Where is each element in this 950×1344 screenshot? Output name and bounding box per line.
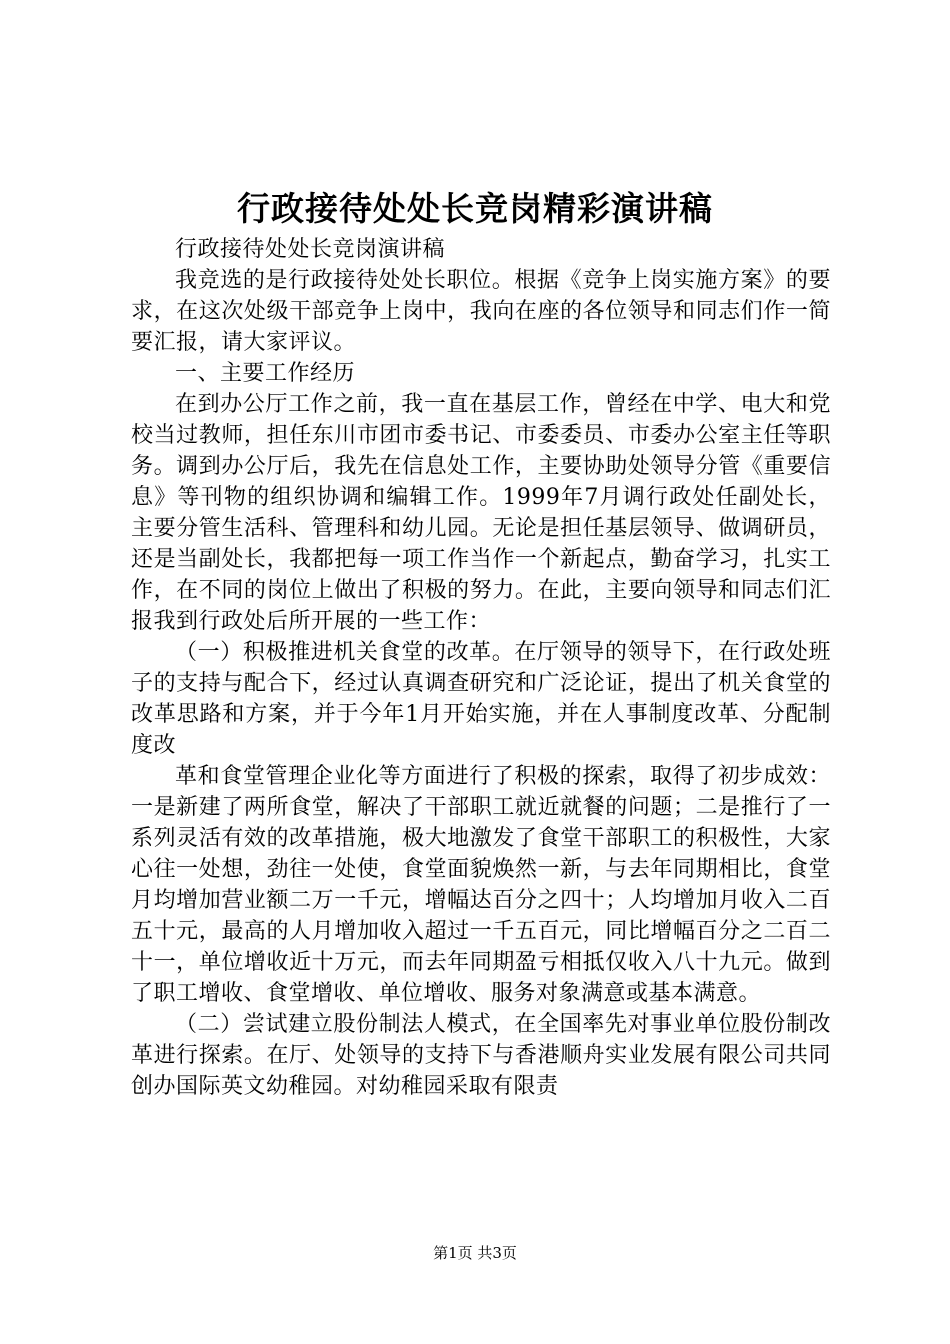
document-body	[131, 234, 831, 1102]
paragraph-subtitle: 行政接待处处长竞岗演讲稿	[175, 237, 446, 262]
paragraph-canteen-reform: （一）积极推进机关食堂的改革。在厅领导的领导下，在行政处班子的支持与配合下，经过认真调查研究和广泛论证，提出了机关食堂的改革思路和方案，并于今年1月开始实施，并在人事制度改革、分配制度改	[131, 640, 831, 758]
paragraph-canteen-results: 革和食堂管理企业化等方面进行了积极的探索，取得了初步成效：一是新建了两所食堂，解决了干部职工就近就餐的问题；二是推行了一系列灵活有效的改革措施，极大地激发了食堂干部职工的积极性，大家心往一处想，劲往一处使，食堂面貌焕然一新，与去年同期相比，食堂月均增加营业额二万一千元，增幅达百分之四十；人均增加月收入二百五十元，最高的人月增加收入超过一千五百元，同比增幅百分之二百二十一，单位增收近十万元，而去年同期盈亏相抵仅收入八十九元。做到了职工增收、食堂增收、单位增收、服务对象满意或基本满意。	[131, 764, 831, 1006]
paragraph-intro: 我竞选的是行政接待处处长职位。根据《竞争上岗实施方案》的要求，在这次处级干部竞争上岗中，我向在座的各位领导和同志们作一简要汇报，请大家评议。	[131, 268, 831, 355]
section-heading: 一、主要工作经历	[175, 361, 356, 386]
document-title: 行政接待处处长竞岗精彩演讲稿	[237, 189, 713, 228]
paragraph-work-history: 在到办公厅工作之前，我一直在基层工作，曾经在中学、电大和党校当过教师，担任东川市团市委书记、市委委员、市委办公室主任等职务。调到办公厅后，我先在信息处工作，主要协助处领导分管《重要信息》等刊物的组织协调和编辑工作。1999年7月调行政处任副处长，主要分管生活科、管理科和幼儿园。无论是担任基层领导、做调研员，还是当副处长，我都把每一项工作当作一个新起点，勤奋学习，扎实工作，在不同的岗位上做出了积极的努力。在此，主要向领导和同志们汇报我到行政处后所开展的一些工作：	[131, 392, 831, 634]
paragraph-shareholding: （二）尝试建立股份制法人模式，在全国率先对事业单位股份制改革进行探索。在厅、处领导的支持下与香港顺舟实业发展有限公司共同创办国际英文幼稚园。对幼稚园采取有限责	[131, 1012, 831, 1099]
page-number: 第1页 共3页	[433, 1244, 517, 1262]
